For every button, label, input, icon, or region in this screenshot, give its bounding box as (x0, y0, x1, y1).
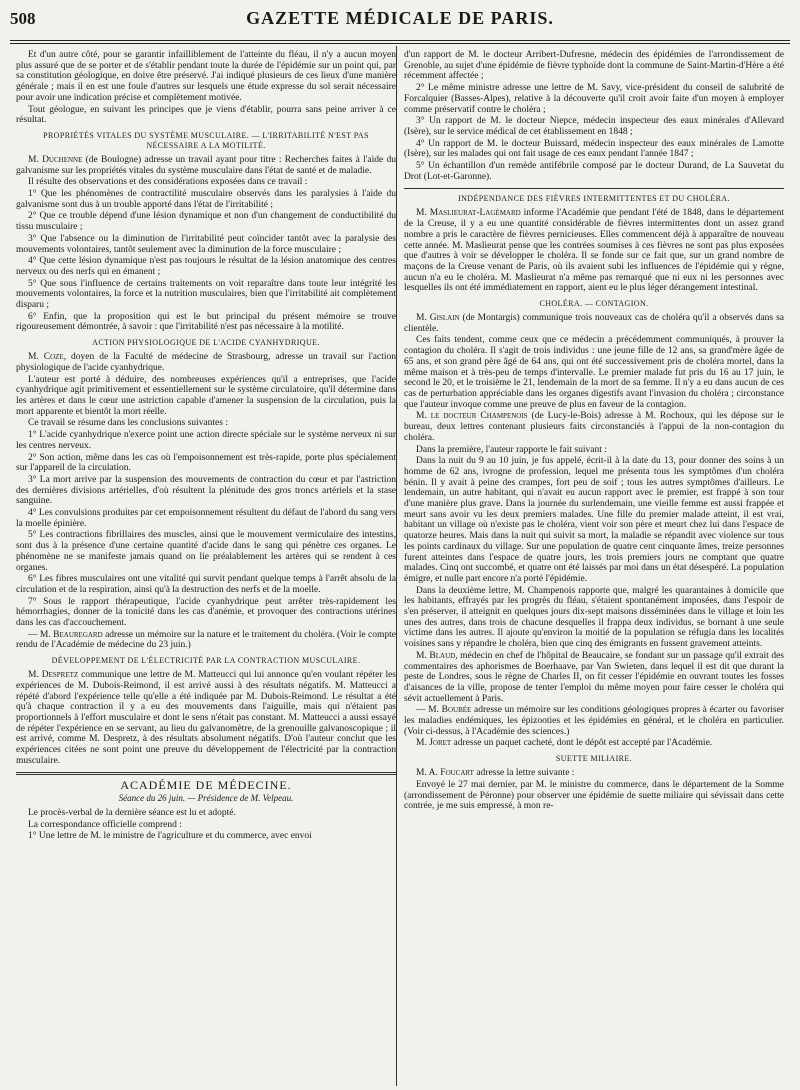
paragraph: — M. Beauregard adresse un mémoire sur la nature et le traitement du choléra. (Voir le compte rendu de l'Académie de médecine du 23 juin.) (16, 629, 396, 651)
paragraph: Dans la deuxième lettre, M. Champenois rapporte que, malgré les quarantaines à domicile que les habitants, effrayés par les progrès du fléau, s'étaient spontanément imposées, dans l'espoir de s'en préserver, il atteignit en quelques jours dix-sept maisons disséminées dans le village et loin les unes des autres, dans trois de chacune desquelles il frappa deux individus, se bornant à une seule victime dans les autres. Il ajoute qu'environ la moitié de la population se réfugia dans les localités voisines sans y répandre le choléra, bien que cinq des émigrants en fussent gravement atteints. (404, 585, 784, 650)
paragraph: 2° Que ce trouble dépend d'une lésion dynamique et non d'un changement de conductibilité du tissu musculaire ; (16, 211, 396, 233)
paragraph (404, 208, 784, 294)
paragraph: 1° Une lettre de M. le ministre de l'agriculture et du commerce, avec envoi (28, 831, 312, 842)
paragraph-text: (de Lucy-le-Bois) adresse à M. Rochoux, qui les dépose sur le bureau, deux lettres contenant plusieurs faits circonstanciés à l'appui de la non-contagion du choléra. (404, 411, 784, 443)
paragraph: Ces faits tendent, comme ceux que ce médecin a précédemment communiqués, à prouver la contagion du choléra. Il s'agit de trois individus : une jeune fille de 12 ans, sa grand'mère âgée de 65 ans, et son grand père âgé de 64 ans, qui ont été successivement pris de choléra mortel, dans la même maison et à très-peu de temps d'intervalle. Le premier malade fut pris du 16 au 17 juin, le second le 20, et le troisième le 21, lendemain de la mort de sa femme. Il n'y a eu dans aucun de ces cas de perturbation appréciable dans les organes digestifs avant l'invasion du choléra ; circonstance que l'auteur invoque comme une preuve de plus en faveur de la contagion. (404, 335, 784, 410)
paragraph: Dans la nuit du 9 au 10 juin, je fus appelé, écrit-il à la date du 13, pour donner des soins à un homme de 62 ans, ivrogne de profession, lequel me présenta tous les symptômes d'un choléra bénin. Il y avait à peine des crampes, fort peu de soif ; tous les autres symptômes d'ailleurs. Le lendemain, un autre habitant, qui n'avait eu aucun rapport avec le premier, est frappé à son tour d'une manière plus grave. Dans la journée du surlendemain, une vieille femme est aussi frappée et meurt sans avoir vu les deux premiers malades. Une fille du premier malade atteint, il est vrai, habitant un village où n'existe pas le choléra, vient voir son père et meurt chez lui dans l'espace de quatorze heures. Mais dans la nuit qui suivit sa mort, la maladie se répandit avec violence sur tous les points cardinaux du village. Sur une population de quatre cent cinquante âmes, treize personnes furent atteintes dans l'espace de quatre jours, les trois premiers jours ne comptant que quatre malades. Cinq ont succombé, et quatre ont été laissés par moi dans un état désespéré. La population émigre, et nulle part encore n'a porté l'épidémie. (404, 456, 784, 584)
paragraph-text: (de Montargis) communique trois nouveaux cas de choléra qu'il a observés dans sa clientèle. (404, 313, 784, 334)
paragraph-text: adresse un mémoire sur les conditions géologiques propres à écarter ou favoriser les maladies endémiques, les épizooties et les épidémies en général, et le choléra en particulier. (Voir ci-dessus, à l'Académie des sciences.) (404, 705, 784, 737)
paragraph: 4° Un rapport de M. le docteur Buissard, médecin inspecteur des eaux minérales de Lamotte (Isère), sur les malades qui ont fait usage de ces eaux pendant l'année 1847 ; (404, 138, 784, 160)
paragraph: Envoyé le 27 mai dernier, par M. le ministre du commerce, dans le département de la Somme (arrondissement de Péronne) pour observer une épidémie de suette miliaire qui sévissait dans cette contrée, je me suis empressé, à mon re- (404, 779, 784, 812)
paragraph: Et d'un autre côté, pour se garantir infailliblement de l'atteinte du fléau, il n'y a aucun moyen plus assuré que de se porter et de s'établir pendant toute la durée de l'épidémie sur un point qui, par sa constitution géologique, en doive être préservé. J'ai indiqué plusieurs de ces lieux d'une manière générale ; mais il en est une foule d'autres sur lesquels une étude expresse du sol serait nécessaire pour avoir une indication précise et complètement motivée. (16, 50, 396, 103)
section-heading: SUETTE MILIAIRE. (555, 754, 633, 764)
right-column (404, 50, 784, 1090)
paragraph: 1° Que les phénomènes de contractilité musculaire observés dans les paralysies à l'aide du galvanisme sont dus à un trouble apporté dans l'état de l'irritabilité ; (16, 189, 396, 210)
column-divider (396, 46, 397, 1086)
author-name: M. Beauregard (39, 629, 103, 640)
paragraph: Ce travail se résume dans les conclusions suivantes : (28, 418, 228, 429)
paragraph: 4° Que cette lésion dynamique n'est pas toujours le résultat de la lésion anatomique des centres nerveux ou des nerfs qui en émanent ; (16, 256, 396, 277)
paragraph (16, 670, 396, 766)
paragraph: L'auteur est porté à déduire, des nombreuses expériences qu'il a entreprises, que l'acide cyanhydrique agit primitivement et essentiellement sur le système circulatoire, qu'il détermine dans les artères et dans le cœur une astriction capable d'amener la suspension de la circulation, puis la mort apparente et bientôt la mort réelle. (16, 374, 396, 417)
paragraph: 2° Son action, même dans les cas où l'empoisonnement est très-rapide, porte plus spécialement sur l'appareil de la circulation. (16, 452, 396, 474)
paragraph: 6° Enfin, que la proposition qui est le but principal du présent mémoire se trouve rigoureusement démontrée, à savoir : que l'irritabilité n'est pas nécessaire à la motilité. (16, 311, 396, 333)
paragraph: 5° Les contractions fibrillaires des muscles, ainsi que le mouvement vermiculaire des intestins, sont dus à la présence d'une certaine quantité d'acide dans le sang qui pénètre ces organes. Le phénomène ne se manifeste jamais quand on lie préalablement les artères qui se rendent à ces organes. (16, 530, 396, 573)
section-heading: PROPRIÉTÉS VITALES DU SYSTÈME MUSCULAIRE. — L'IRRITABILITÉ N'EST PAS NÉCESSAIRE A LA MOTILITÉ. (43, 130, 369, 150)
section-rule (16, 772, 396, 775)
author-name: M. Maslieurat-Lagémard (416, 208, 521, 219)
paragraph: d'un rapport de M. le docteur Arribert-Dufresne, médecin des épidémies de l'arrondissement de Grenoble, au sujet d'une épidémie de fièvre typhoïde dont la commune de Saint-Martin-d'Hère a été récemment affectée ; (404, 50, 784, 82)
paragraph-text: adresse un mémoire sur la nature et le traitement du choléra. (Voir le compte rendu de l'Académie de médecine du 23 juin.) (16, 629, 396, 651)
paragraph: 3° La mort arrive par la suspension des mouvements de contraction du cœur et par l'astriction des dernières divisions artérielles, d'où résultent la plénitude des gros troncs artériels et la stase sanguine. (16, 474, 396, 507)
paragraph-text: (de Boulogne) adresse un travail ayant pour titre : Recherches faites à l'aide du galvanisme sur les propriétés vitales du système musculaire dans l'état de santé et de maladie. (16, 154, 396, 176)
author-name: M. A. Foucart (416, 768, 474, 779)
paragraph: La correspondance officielle comprend : (28, 819, 182, 830)
left-column (16, 50, 396, 1090)
paragraph: Le procès-verbal de la dernière séance est lu et adopté. (28, 807, 236, 818)
section-rule (404, 188, 784, 189)
paragraph: 3° Un rapport de M. le docteur Niepce, médecin inspecteur des eaux minérales d'Allevard (Isère), sur le service médical de cet établissement en 1848 ; (404, 116, 784, 137)
paragraph: Dans la première, l'auteur rapporte le fait suivant : (416, 444, 607, 455)
session-line: Séance du 26 juin. — Présidence de M. Velpeau. (118, 793, 294, 804)
journal-title: GAZETTE MÉDICALE DE PARIS. (246, 8, 554, 28)
author-name: M. Gislain (416, 313, 460, 324)
paragraph (16, 352, 396, 373)
paragraph-text: adresse la lettre suivante : (473, 768, 575, 779)
paragraph: 1° L'acide cyanhydrique n'exerce point une action directe spéciale sur le système nerveux ni sur les centres nerveux. (16, 430, 396, 451)
paragraph (404, 738, 784, 749)
author-name: M. Blaud (416, 650, 456, 661)
paragraph: 3° Que l'absence ou la diminution de l'irritabilité peut coïncider tantôt avec la paralysie des mouvements volontaires, tantôt seulement avec la diminution de la force musculaire ; (16, 233, 396, 255)
section-heading: CHOLÉRA. — CONTAGION. (539, 299, 649, 309)
paragraph: 7° Sous le rapport thérapeutique, l'acide cyanhydrique peut arrêter très-rapidement les hémorrhagies, donner de la tonicité dans les cas d'anémie, et provoquer des contractions utérines dans les cas d'accouchement. (16, 596, 396, 629)
paragraph (16, 155, 396, 176)
paragraph: 2° Le même ministre adresse une lettre de M. Savy, vice-président du conseil de salubrité de Forcalquier (Basses-Alpes), relative à la découverte qu'il croit avoir faite d'un moyen à employer comme préservatif contre le choléra ; (404, 83, 784, 115)
paragraph-text: , médecin en chef de l'hôpital de Beaucaire, se fondant sur un passage qu'il extrait des commentaires des aphorismes de Boerhaave, par Van Swieten, dans lequel il est dit que durant la peste de Londres, sous le règne de Charles II, on fit cesser l'épidémie en ouvrant toutes les fosses d'aisances de la ville, propose de tenter l'emploi du même moyen pour faire cesser le choléra qui sévit actuellement à Paris. (404, 650, 784, 704)
header-rule-2 (10, 43, 790, 44)
paragraph-text: adresse un paquet cacheté, dont le dépôt est accepté par l'Académie. (451, 738, 713, 749)
author-name: M. Joret (416, 738, 452, 749)
paragraph: Tout géologue, en suivant les principes que je viens d'établir, pourra sans peine arriver à ce résultat. (16, 104, 396, 126)
paragraph: 6° Les fibres musculaires ont une vitalité qui survit pendant quelque temps à l'arrêt absolu de la circulation et de la respiration, ainsi qu'à la destruction des nerfs et de la moelle. (16, 574, 396, 595)
paragraph: 4° Les convulsions produites par cet empoisonnement résultent du défaut de l'abord du sang vers la moelle épinière. (16, 508, 396, 529)
paragraph-text: communique une lettre de M. Matteucci qui lui annonce qu'en voulant répéter les expériences de M. Dubois-Reimond, il est arrivé aussi à des résultats négatifs. M. Matteucci a répété d'abord l'expérience telle qu'elle a été indiquée par M. Dubois-Reimond. Le résultat a été qu'à chaque contraction il y a eu des mouvements dans l'aiguille, mais qui n'étaient pas proportionnels à l'effort musculaire et dont le sens n'était pas constant. M. Matteucci a aussi essayé de répéter l'expérience en se servant, au lieu du galvanomètre, de la grenouille galvanoscopique ; il est arrivé, comme M. Despretz, à des résultats absolument négatifs. D'où l'auteur conclut que les expériences citées ne sont point une preuve du développement de l'électricité par la contraction musculaire. (16, 670, 396, 766)
author-name: M. Duchenne (28, 154, 83, 165)
section-heading: DÉVELOPPEMENT DE L'ÉLECTRICITÉ PAR LA CONTRACTION MUSCULAIRE. (51, 656, 361, 666)
paragraph: 5° Un échantillon d'un remède antifébrile composé par le docteur Durand, de La Sauvetat du Drot (Lot-et-Garonne). (404, 161, 784, 182)
paragraph-text: , doyen de la Faculté de médecine de Strasbourg, adresse un travail sur l'action physiologique de l'acide cyanhydrique. (16, 352, 396, 373)
paragraph (404, 411, 784, 443)
paragraph (404, 768, 784, 779)
author-name: M. le docteur Champenois (416, 411, 528, 422)
paragraph-text: informe l'Académie que pendant l'été de 1848, dans le département de la Creuse, il y a eu une quantité considérable de fièvres intermittentes dont un assez grand nombre a pris le caractère de fièvres pernicieuses. Elles commencent déjà à apparaître de nouveau cette année. M. Maslieurat pense que les contrées soumises à ces fièvres ne sont pas plus exposées que d'autres à voir se développer le choléra. Il se fonde sur ce fait que, sur un grand nombre de maçons de la Creuse venant de Paris, où ils avaient subi les influences de l'épidémie qui y règne, aucun n'a eu le choléra. M. Maslieurat n'a même pas remarqué que ni eux ni les personnes avec lesquelles ils ont été immédiatement en rapport, aient eu le plus léger dérangement intestinal. (404, 208, 784, 294)
section-heading: ACTION PHYSIOLOGIQUE DE L'ACIDE CYANHYDRIQUE. (92, 338, 320, 348)
page-header (10, 0, 790, 40)
paragraph (404, 705, 784, 737)
page-number: 508 (10, 9, 36, 28)
header-rule (10, 40, 790, 41)
academy-heading: ACADÉMIE DE MÉDECINE. (120, 778, 292, 793)
author-name: M. Despretz (28, 670, 79, 681)
author-name: — M. Boubée (416, 705, 472, 716)
author-name: M. Coze (28, 352, 64, 363)
paragraph (404, 313, 784, 334)
paragraph: 5° Que sous l'influence de certains traitements on voit reparaître dans toute leur intégrité les mouvements volontaires, la force et la nutrition musculaires, bien que l'irritabilité ait complètement disparu ; (16, 278, 396, 311)
section-heading: INDÉPENDANCE DES FIÈVRES INTERMITTENTES ET DU CHOLÉRA. (458, 194, 730, 204)
paragraph (404, 651, 784, 705)
paragraph: Il résulte des observations et des considérations exposées dans ce travail : (28, 177, 308, 188)
